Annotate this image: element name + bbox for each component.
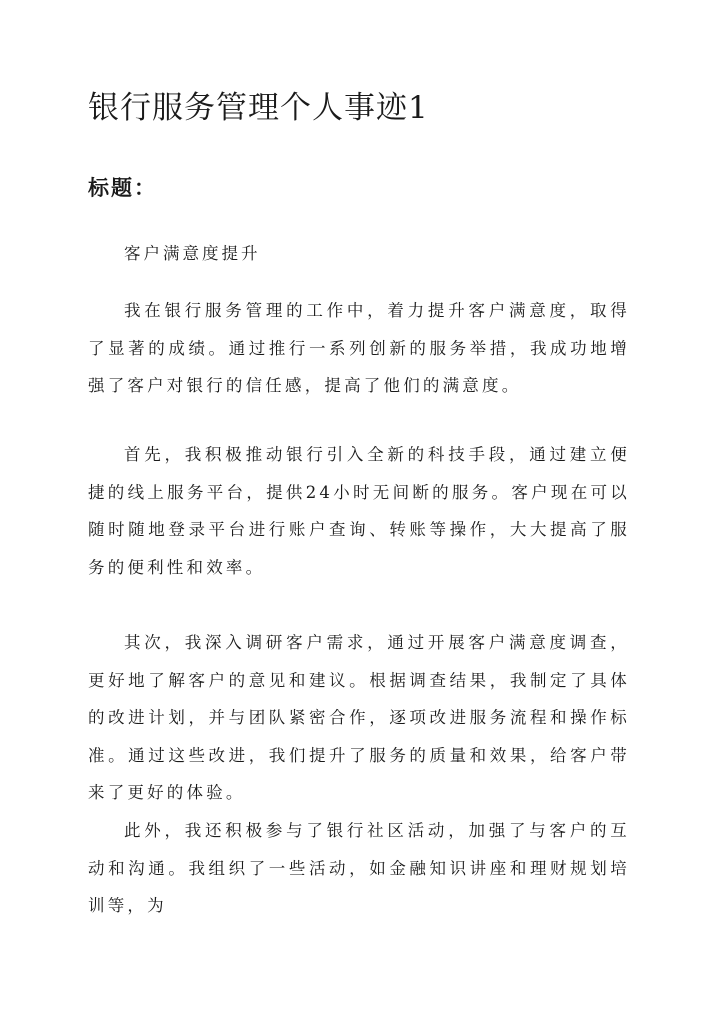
section-heading: 标题： [88,175,157,200]
document-title: 银行服务管理个人事迹1 [88,90,429,126]
paragraph-2: 首先，我积极推动银行引入全新的科技手段，通过建立便捷的线上服务平台，提供24小时无间断的服务。客户现在可以随时随地登录平台进行账户查询、转账等操作，大大提高了服务的便利性和效率。 [88,445,630,577]
paragraph-3: 其次，我深入调研客户需求，通过开展客户满意度调查，更好地了解客户的意见和建议。根据调查结果，我制定了具体的改进计划，并与团队紧密合作，逐项改进服务流程和操作标准。通过这些改进，我们提升了服务的质量和效果，给客户带来了更好的体验。 [88,633,630,802]
paragraph-4: 此外，我还积极参与了银行社区活动，加强了与客户的互动和沟通。我组织了一些活动，如金融知识讲座和理财规划培训等，为 [88,821,630,915]
subtitle: 客户满意度提升 [124,244,261,263]
paragraph-1: 我在银行服务管理的工作中，着力提升客户满意度，取得了显著的成绩。通过推行一系列创新的服务举措，我成功地增强了客户对银行的信任感，提高了他们的满意度。 [88,301,630,395]
